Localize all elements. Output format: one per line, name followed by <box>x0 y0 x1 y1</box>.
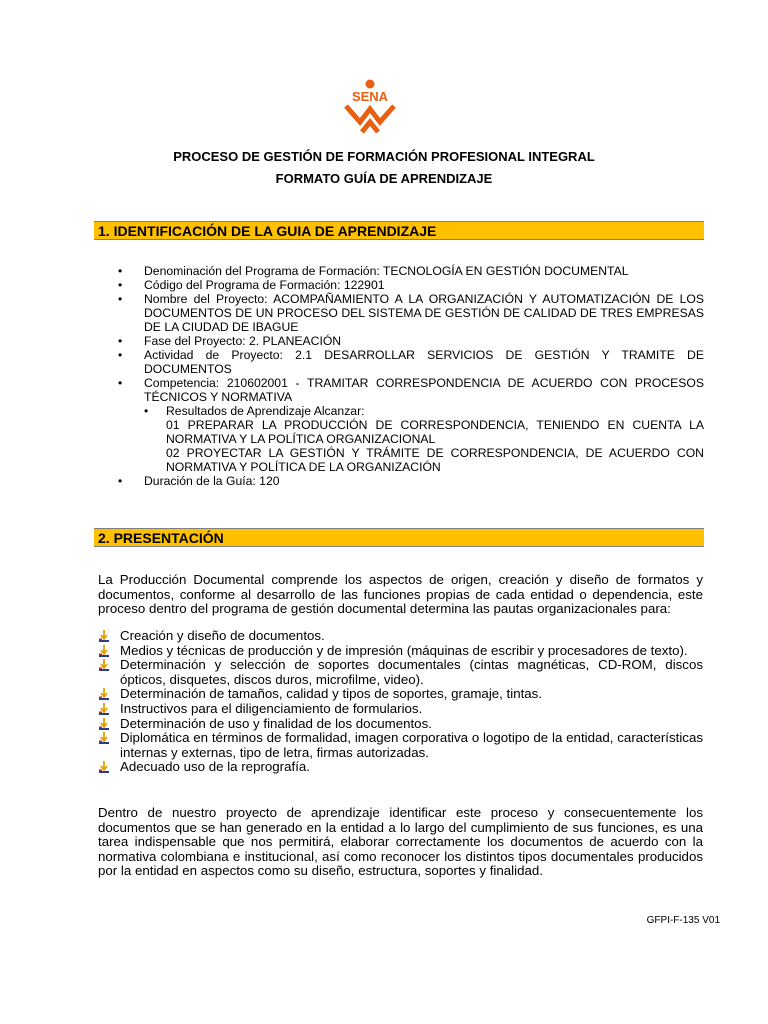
list-item: Determinación de uso y finalidad de los documentos. <box>98 717 703 732</box>
logo-text: SENA <box>351 89 389 104</box>
closing-paragraph: Dentro de nuestro proyecto de aprendizaje identificar este proceso y consecuentemente los documentos que se han generado en la entidad a lo largo del cumplimiento de sus funciones, es una tarea indispensable que nos permitirá, elaborar correctamente los documentos de acuerdo con la normativa colombiana e institucional, así como reconocer los distintos tipos documentales producidos por la entidad en aspectos como su diseño, estructura, soportes y finalidad. <box>98 805 703 878</box>
footer-code: GFPI-F-135 V01 <box>646 915 720 926</box>
arrow-down-bullet-icon <box>98 761 110 773</box>
arrow-down-bullet-icon <box>98 659 110 671</box>
list-item: • Fase del Proyecto: 2. PLANEACIÓN <box>118 334 704 348</box>
section1-content <box>118 264 704 488</box>
arrow-down-bullet-icon <box>98 718 110 730</box>
section2-title: 2. PRESENTACIÓN <box>98 530 224 546</box>
results-item <box>118 404 704 474</box>
arrow-down-bullet-icon <box>98 703 110 715</box>
list-item: Creación y diseño de documentos. <box>98 629 703 644</box>
arrow-down-bullet-icon <box>98 688 110 700</box>
list-item: Diplomática en términos de formalidad, imagen corporativa o logotipo de la entidad, características internas y externas, tipo de letra, firmas autorizadas. <box>98 731 703 760</box>
list-item: Instructivos para el diligenciamiento de formularios. <box>98 702 703 717</box>
document-subtitle: FORMATO GUÍA DE APRENDIZAJE <box>275 171 493 186</box>
sena-logo-icon <box>340 78 400 134</box>
list-item: Medios y técnicas de producción y de impresión (máquinas de escribir y procesadores de texto). <box>98 644 703 659</box>
section2-header-bar <box>94 528 704 547</box>
list-item: • Competencia: 210602001 - TRAMITAR CORRESPONDENCIA DE ACUERDO CON PROCESOS TÉCNICOS Y NORMATIVA <box>118 376 704 404</box>
duration-item: • Duración de la Guía: 120 <box>118 474 704 488</box>
list-item: • Denominación del Programa de Formación: TECNOLOGÍA EN GESTIÓN DOCUMENTAL <box>118 264 704 278</box>
result-text: 02 PROYECTAR LA GESTIÓN Y TRÁMITE DE CORRESPONDENCIA, DE ACUERDO CON NORMATIVA Y POLÍTICA DE LA ORGANIZACIÓN <box>166 446 704 474</box>
intro-paragraph: La Producción Documental comprende los aspectos de origen, creación y diseño de formatos y documentos, conforme al desarrollo de las funciones propias de cada entidad o dependencia, este proceso dentro del programa de gestión documental determina las pautas organizacionales para: <box>98 572 703 616</box>
arrow-down-bullet-icon <box>98 645 110 657</box>
list-item: • Nombre del Proyecto: ACOMPAÑAMIENTO A LA ORGANIZACIÓN Y AUTOMATIZACIÓN DE LOS DOCUMENTOS DE UN PROCESO DEL SISTEMA DE GESTIÓN DE CALIDAD DE TRES EMPRESAS DE LA CIUDAD DE IBAGUE <box>118 292 704 334</box>
section1-title: 1. IDENTIFICACIÓN DE LA GUIA DE APRENDIZAJE <box>98 223 437 239</box>
arrow-down-bullet-icon <box>98 630 110 642</box>
section1-header-bar <box>94 221 704 240</box>
presentation-list <box>98 629 703 775</box>
document-title: PROCESO DE GESTIÓN DE FORMACIÓN PROFESIONAL INTEGRAL <box>173 149 595 164</box>
result-text: 01 PREPARAR LA PRODUCCIÓN DE CORRESPONDENCIA, TENIENDO EN CUENTA LA NORMATIVA Y LA POLÍTICA ORGANIZACIONAL <box>166 418 704 446</box>
list-item: • Actividad de Proyecto: 2.1 DESARROLLAR SERVICIOS DE GESTIÓN Y TRAMITE DE DOCUMENTOS <box>118 348 704 376</box>
list-item: Determinación y selección de soportes documentales (cintas magnéticas, CD-ROM, discos ópticos, disquetes, discos duros, microfilme, video). <box>98 658 703 687</box>
list-item: • Código del Programa de Formación: 122901 <box>118 278 704 292</box>
list-item: Adecuado uso de la reprografía. <box>98 760 703 775</box>
results-label: • Resultados de Aprendizaje Alcanzar: <box>166 404 365 418</box>
list-item: Determinación de tamaños, calidad y tipos de soportes, gramaje, tintas. <box>98 687 703 702</box>
arrow-down-bullet-icon <box>98 732 110 744</box>
